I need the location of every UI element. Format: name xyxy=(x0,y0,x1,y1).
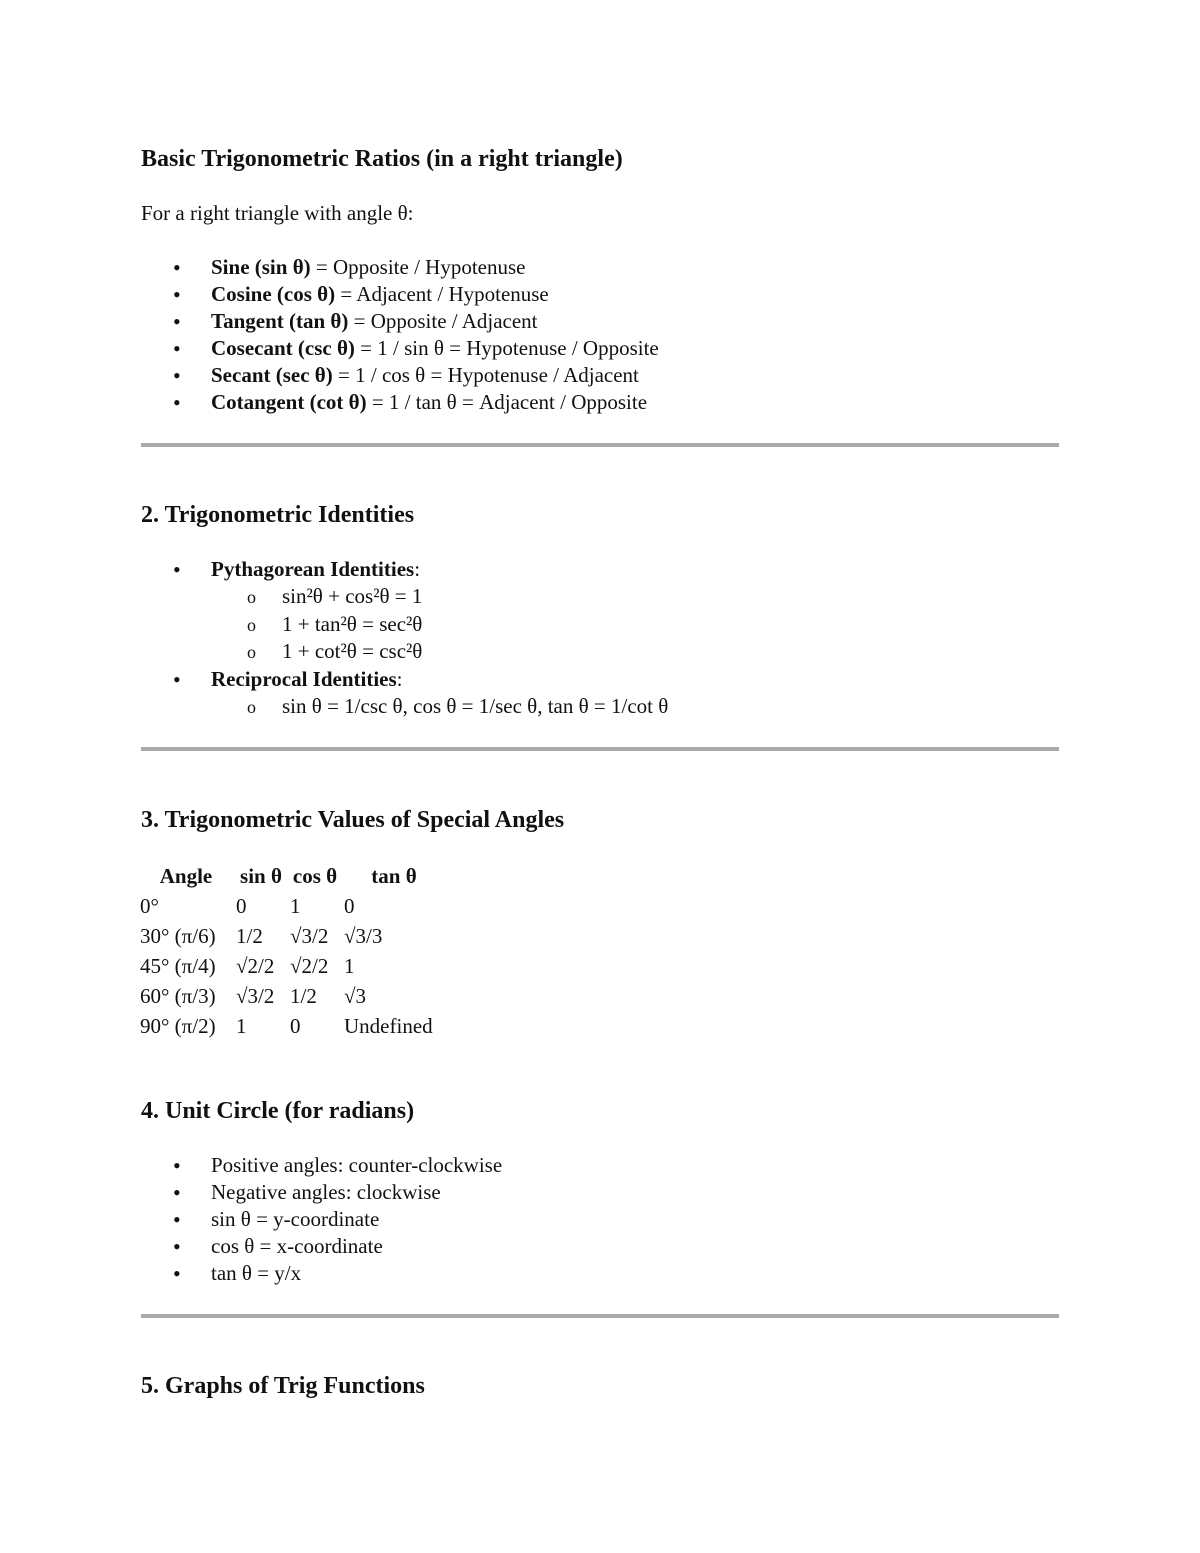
circle-bullet-icon: o xyxy=(247,614,256,635)
table-cell: 1/2 xyxy=(236,923,263,948)
unit-circle-fact: Negative angles: clockwise xyxy=(211,1180,441,1204)
list-item xyxy=(0,666,668,693)
unit-circle-fact: cos θ = x-coordinate xyxy=(211,1234,383,1258)
table-cell: √3/3 xyxy=(344,923,383,948)
circle-bullet-icon: o xyxy=(247,642,256,662)
table-cell: √3/2 xyxy=(236,983,275,1008)
section-2-heading: 2. Trigonometric Identities xyxy=(141,502,415,528)
bullet-icon: • xyxy=(173,557,181,582)
ratio-definition: = Opposite / Hypotenuse xyxy=(310,255,526,279)
bullet-icon: • xyxy=(173,363,181,388)
list-item xyxy=(0,638,668,666)
ratio-term: Tangent (tan θ) xyxy=(211,309,349,333)
ratio-definition: = Opposite / Adjacent xyxy=(348,309,538,333)
ratio-definition: = Adjacent / Hypotenuse xyxy=(335,282,549,306)
bullet-icon: • xyxy=(173,255,181,280)
ratio-term: Cosecant (csc θ) xyxy=(211,336,355,360)
table-cell: 1 xyxy=(236,1013,247,1038)
list-item xyxy=(0,1260,502,1287)
bullet-icon: • xyxy=(173,1207,181,1232)
bullet-icon: • xyxy=(173,336,181,361)
bullet-icon: • xyxy=(173,390,181,415)
horizontal-rule xyxy=(141,1314,1059,1318)
table-cell: 30° (π/6) xyxy=(140,923,216,948)
list-item xyxy=(0,611,668,639)
section-4-heading: 4. Unit Circle (for radians) xyxy=(141,1098,415,1124)
bullet-icon: • xyxy=(173,1180,181,1205)
list-item xyxy=(0,1152,502,1179)
table-cell: 90° (π/2) xyxy=(140,1013,216,1038)
table-row xyxy=(140,1011,448,1041)
horizontal-rule xyxy=(141,443,1059,447)
list-item xyxy=(0,1206,502,1233)
identity-group-suffix: : xyxy=(396,666,403,691)
table-header-row xyxy=(140,861,448,891)
identity-line: sin²θ + cos²θ = 1 xyxy=(282,584,423,608)
table-cell: √3 xyxy=(344,983,367,1008)
table-row xyxy=(140,891,448,921)
table-cell: 0° xyxy=(140,893,159,918)
ratio-term: Secant (sec θ) xyxy=(211,363,333,387)
list-item xyxy=(0,1179,502,1206)
table-row xyxy=(140,921,448,951)
section-1-heading: Basic Trigonometric Ratios (in a right triangle) xyxy=(141,146,623,172)
identity-group-title: Reciprocal Identities xyxy=(211,666,397,691)
table-row xyxy=(140,951,448,981)
ratio-term: Sine (sin θ) xyxy=(211,255,311,279)
table-cell: 0 xyxy=(236,893,247,918)
table-cell: 0 xyxy=(344,893,355,918)
list-item xyxy=(0,693,668,721)
list-item xyxy=(0,389,659,416)
table-cell: Undefined xyxy=(344,1013,433,1038)
table-cell: 1 xyxy=(344,953,355,978)
table-cell: 60° (π/3) xyxy=(140,983,216,1008)
table-cell: 1 xyxy=(290,893,301,918)
bullet-icon: • xyxy=(173,1261,181,1286)
table-cell: √2/2 xyxy=(290,953,329,978)
special-angles-table xyxy=(140,861,448,1041)
list-item xyxy=(0,556,668,583)
ratio-term: Cosine (cos θ) xyxy=(211,282,336,306)
column-header: Angle xyxy=(159,863,213,888)
circle-bullet-icon: o xyxy=(247,696,256,717)
horizontal-rule xyxy=(141,747,1059,751)
unit-circle-fact: Positive angles: counter-clockwise xyxy=(211,1153,503,1177)
table-cell: √3/2 xyxy=(290,923,329,948)
bullet-icon: • xyxy=(173,309,181,334)
bullet-icon: • xyxy=(173,666,181,692)
identity-group-suffix: : xyxy=(414,557,421,581)
column-header: tan θ xyxy=(371,863,417,888)
list-item xyxy=(0,281,659,308)
ratio-list xyxy=(0,254,659,416)
identity-list xyxy=(0,556,668,720)
bullet-icon: • xyxy=(173,1153,181,1178)
list-item xyxy=(0,362,659,389)
unit-circle-fact: sin θ = y-coordinate xyxy=(211,1207,380,1231)
bullet-icon: • xyxy=(173,1234,181,1259)
circle-bullet-icon: o xyxy=(247,587,256,607)
unit-circle-fact: tan θ = y/x xyxy=(211,1261,302,1285)
table-cell: √2/2 xyxy=(236,953,275,978)
table-cell: 0 xyxy=(290,1013,301,1038)
bullet-icon: • xyxy=(173,282,181,307)
table-cell: 45° (π/4) xyxy=(140,953,216,978)
section-1-intro: For a right triangle with angle θ: xyxy=(141,201,414,225)
column-header: sin θ xyxy=(240,863,282,888)
section-5-heading: 5. Graphs of Trig Functions xyxy=(141,1373,425,1399)
identity-line: sin θ = 1/csc θ, cos θ = 1/sec θ, tan θ = 1/cot θ xyxy=(282,693,669,718)
identity-line: 1 + tan²θ = sec²θ xyxy=(282,611,423,636)
table-cell: 1/2 xyxy=(290,983,317,1008)
list-item xyxy=(0,308,659,335)
column-header: cos θ xyxy=(292,863,338,888)
identity-group-title: Pythagorean Identities xyxy=(211,557,415,581)
ratio-definition: = 1 / tan θ = Adjacent / Opposite xyxy=(366,390,648,414)
ratio-definition: = 1 / sin θ = Hypotenuse / Opposite xyxy=(354,336,659,360)
ratio-term: Cotangent (cot θ) xyxy=(211,390,367,414)
list-item xyxy=(0,335,659,362)
list-item xyxy=(0,583,668,611)
list-item xyxy=(0,1233,502,1260)
list-item xyxy=(0,254,659,281)
table-row xyxy=(140,981,448,1011)
section-3-heading: 3. Trigonometric Values of Special Angles xyxy=(141,807,565,833)
unit-circle-list xyxy=(0,1152,502,1287)
identity-line: 1 + cot²θ = csc²θ xyxy=(282,639,423,663)
ratio-definition: = 1 / cos θ = Hypotenuse / Adjacent xyxy=(332,363,639,387)
